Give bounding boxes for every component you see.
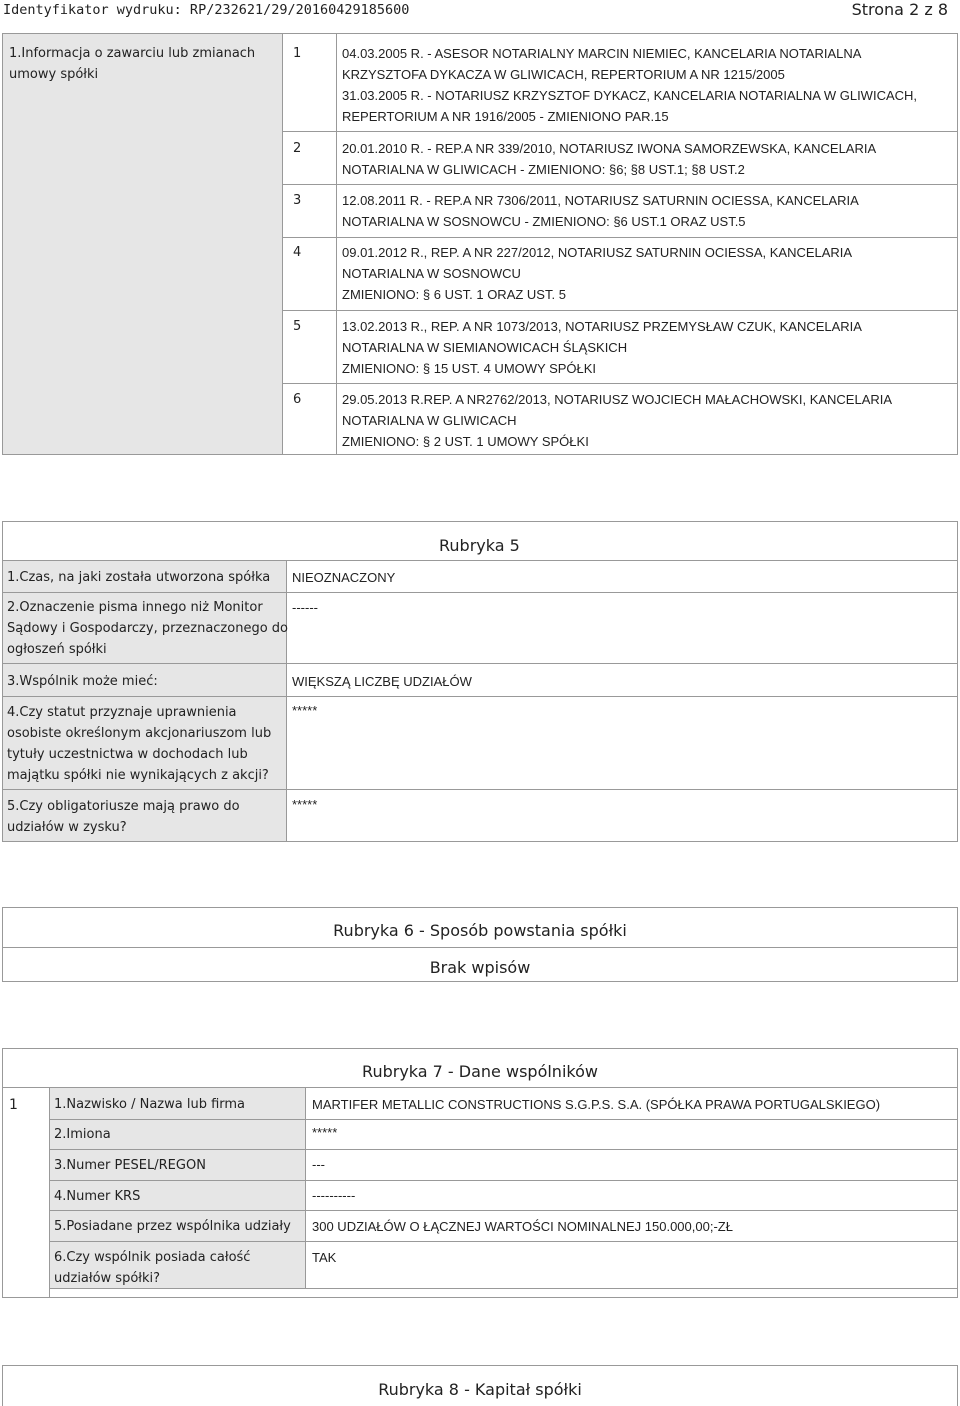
field-value: *****: [312, 1125, 338, 1140]
rubryka-7-section: [2, 1048, 958, 1298]
entry-number: 5: [293, 319, 302, 334]
field-label: 1.Nazwisko / Nazwa lub firma: [54, 1097, 246, 1112]
entry-number: 2: [293, 141, 302, 156]
field-value: NIEOZNACZONY: [292, 570, 396, 585]
shareholder-number: 1: [9, 1097, 18, 1113]
rubryka-8-title: Rubryka 8 - Kapitał spółki: [378, 1380, 582, 1399]
entry-text: 12.08.2011 R. - REP.A NR 7306/2011, NOTARIUSZ SATURNIN OCIESSA, KANCELARIA NOTARIALNA W SOSNOWCU - ZMIENIONO: §6 UST.1 ORAZ UST.5: [342, 193, 859, 229]
entry-text: 04.03.2005 R. - ASESOR NOTARIALNY MARCIN NIEMIEC, KANCELARIA NOTARIALNA KRZYSZTOFA DYKACZA W GLIWICACH, REPERTORIUM A NR 1215/2005 31.03.2005 R. - NOTARIUSZ KRZYSZTOF DYKACZ, KANCELARIA NOTARIALNA W GLIWICACH, REPERTORIUM A NR 1916/2005 - ZMIENIONO PAR.15: [342, 46, 918, 124]
entry-text: 29.05.2013 R.REP. A NR2762/2013, NOTARIUSZ WOJCIECH MAŁACHOWSKI, KANCELARIA NOTARIALNA W GLIWICACH ZMIENIONO: § 2 UST. 1 UMOWY SPÓŁKI: [342, 392, 893, 449]
entry-number: 4: [293, 245, 302, 260]
field-value: ------: [292, 600, 318, 615]
field-value: *****: [292, 797, 318, 812]
field-label: 5.Posiadane przez wspólnika udziały: [54, 1219, 291, 1234]
entry-text: 13.02.2013 R., REP. A NR 1073/2013, NOTARIUSZ PRZEMYSŁAW CZUK, KANCELARIA NOTARIALNA W SIEMIANOWICACH ŚLĄSKICH ZMIENIONO: § 15 UST. 4 UMOWY SPÓŁKI: [342, 319, 862, 376]
rubryka-7-title: Rubryka 7 - Dane wspólników: [362, 1062, 598, 1081]
field-label: 1.Czas, na jaki została utworzona spółka: [7, 570, 271, 585]
field-value: *****: [292, 703, 318, 718]
entry-text: 09.01.2012 R., REP. A NR 227/2012, NOTARIUSZ SATURNIN OCIESSA, KANCELARIA NOTARIALNA W SOSNOWCU ZMIENIONO: § 6 UST. 1 ORAZ UST. 5: [342, 245, 853, 302]
field-label: 6.Czy wspólnik posiada całość udziałów spółki?: [54, 1250, 251, 1286]
field-value: ----------: [312, 1188, 356, 1203]
entry-number: 1: [293, 46, 302, 61]
field-label: 2.Imiona: [54, 1127, 111, 1142]
contract-info-label-cell: [3, 34, 283, 454]
field-value: WIĘKSZĄ LICZBĘ UDZIAŁÓW: [292, 674, 472, 689]
field-value: ---: [312, 1157, 325, 1172]
field-label: 4.Numer KRS: [54, 1189, 141, 1204]
entry-number: 6: [293, 392, 302, 407]
field-value: TAK: [312, 1250, 337, 1265]
contract-info-section: [2, 33, 958, 455]
rubryka-6-title: Rubryka 6 - Sposób powstania spółki: [333, 921, 627, 940]
field-label: 4.Czy statut przyznaje uprawnienia osobiste określonym akcjonariuszom lub tytuły uczestnictwa w dochodach lub majątku spółki nie wynikających z akcji?: [7, 705, 272, 783]
no-entries-text: Brak wpisów: [429, 958, 531, 977]
field-label: 3.Numer PESEL/REGON: [54, 1158, 206, 1173]
rubryka-5-title: Rubryka 5: [439, 536, 520, 555]
entry-text: 20.01.2010 R. - REP.A NR 339/2010, NOTARIUSZ IWONA SAMORZEWSKA, KANCELARIA NOTARIALNA W GLIWICACH - ZMIENIONO: §6; §8 UST.1; §8 UST.2: [342, 141, 877, 177]
contract-info-label: 1.Informacja o zawarciu lub zmianach umowy spółki: [9, 46, 256, 82]
print-identifier: Identyfikator wydruku: RP/232621/29/20160429185600: [3, 2, 410, 18]
entry-number: 3: [293, 193, 302, 208]
field-label: 5.Czy obligatoriusze mają prawo do udziałów w zysku?: [7, 799, 240, 835]
rubryka-5-section: [2, 521, 958, 842]
rubryka-8-section: [2, 1365, 958, 1406]
page-number: Strona 2 z 8: [851, 0, 948, 19]
rubryka-6-section: [2, 907, 958, 982]
field-label: 2.Oznaczenie pisma innego niż Monitor Sądowy i Gospodarczy, przeznaczonego do ogłoszeń spółki: [7, 600, 288, 657]
field-value: MARTIFER METALLIC CONSTRUCTIONS S.G.P.S. S.A. (SPÓŁKA PRAWA PORTUGALSKIEGO): [312, 1097, 881, 1112]
field-value: 300 UDZIAŁÓW O ŁĄCZNEJ WARTOŚCI NOMINALNEJ 150.000,00;-ZŁ: [312, 1219, 733, 1234]
field-label: 3.Wspólnik może mieć:: [7, 674, 158, 689]
